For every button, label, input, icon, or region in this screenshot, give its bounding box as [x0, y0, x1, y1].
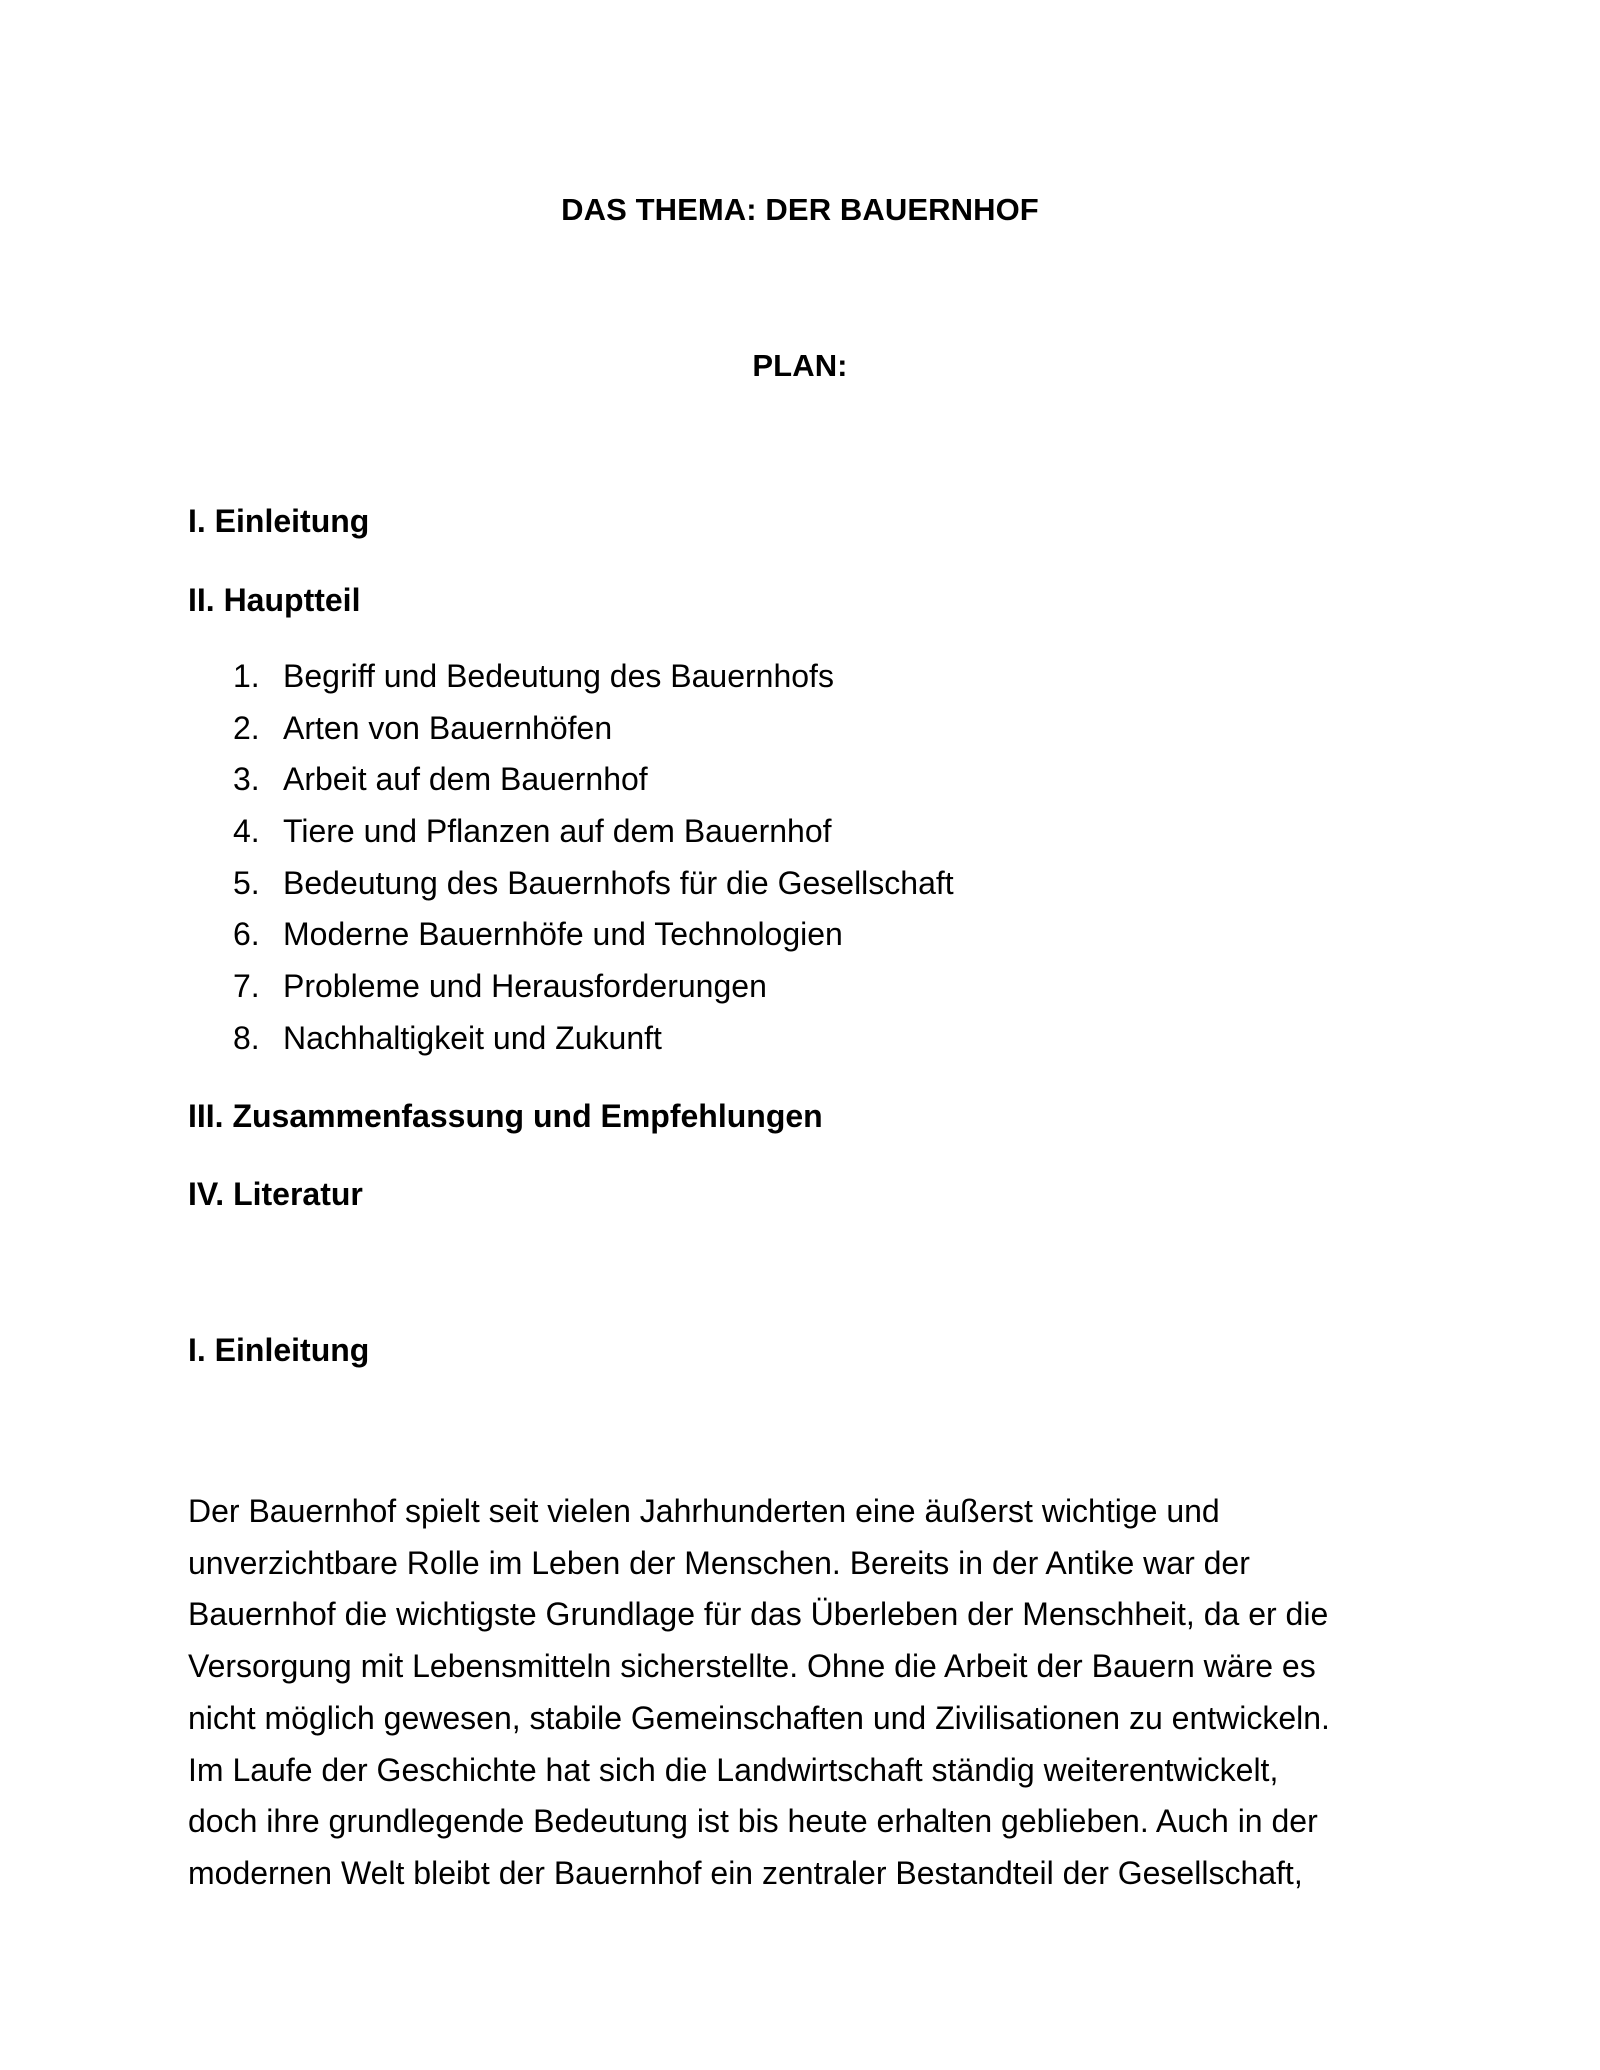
list-item-text: Arten von Bauernhöfen: [283, 709, 613, 746]
list-item-text: Arbeit auf dem Bauernhof: [283, 761, 648, 798]
outline-section-literatur: IV. Literatur: [188, 1176, 363, 1212]
list-item-text: Moderne Bauernhöfe und Technologien: [283, 916, 843, 953]
plan-title: PLAN:: [752, 348, 848, 383]
outline-section-zusammenfassung: III. Zusammenfassung und Empfehlungen: [188, 1098, 823, 1134]
section-heading-einleitung: I. Einleitung: [188, 1332, 370, 1368]
list-item-text: Begriff und Bedeutung des Bauernhofs: [283, 658, 834, 694]
intro-paragraph: [188, 1486, 1428, 1900]
paragraph-line: Im Laufe der Geschichte hat sich die Landwirtschaft ständig weiterentwickelt,: [188, 1751, 1279, 1788]
list-item-number: 2.: [233, 709, 260, 746]
paragraph-line: nicht möglich gewesen, stabile Gemeinschaften und Zivilisationen zu entwickeln.: [188, 1699, 1330, 1736]
list-item-number: 1.: [233, 658, 260, 694]
paragraph-line: doch ihre grundlegende Bedeutung ist bis heute erhalten geblieben. Auch in der: [188, 1803, 1318, 1840]
paragraph-line: Der Bauernhof spielt seit vielen Jahrhunderten eine äußerst wichtige und: [188, 1493, 1220, 1529]
paragraph-line: unverzichtbare Rolle im Leben der Menschen. Bereits in der Antike war der: [188, 1544, 1250, 1581]
paragraph-line: Versorgung mit Lebensmitteln sicherstellte. Ohne die Arbeit der Bauern wäre es: [188, 1648, 1316, 1685]
list-item-text: Bedeutung des Bauernhofs für die Gesellschaft: [283, 864, 954, 901]
document-title: DAS THEMA: DER BAUERNHOF: [561, 192, 1039, 227]
list-item-number: 4.: [233, 813, 260, 850]
list-item-number: 3.: [233, 761, 260, 798]
paragraph-line: modernen Welt bleibt der Bauernhof ein zentraler Bestandteil der Gesellschaft,: [188, 1854, 1303, 1891]
list-item-number: 8.: [233, 1019, 260, 1056]
list-item-number: 6.: [233, 916, 260, 953]
list-item-number: 7.: [233, 968, 260, 1005]
list-item-text: Probleme und Herausforderungen: [283, 968, 767, 1005]
list-item-text: Tiere und Pflanzen auf dem Bauernhof: [283, 813, 832, 850]
list-item-text: Nachhaltigkeit und Zukunft: [283, 1019, 662, 1056]
outline-section-hauptteil: II. Hauptteil: [188, 582, 361, 618]
outline-section-einleitung: I. Einleitung: [188, 503, 370, 539]
paragraph-line: Bauernhof die wichtigste Grundlage für das Überleben der Menschheit, da er die: [188, 1596, 1329, 1633]
list-item-number: 5.: [233, 864, 260, 901]
